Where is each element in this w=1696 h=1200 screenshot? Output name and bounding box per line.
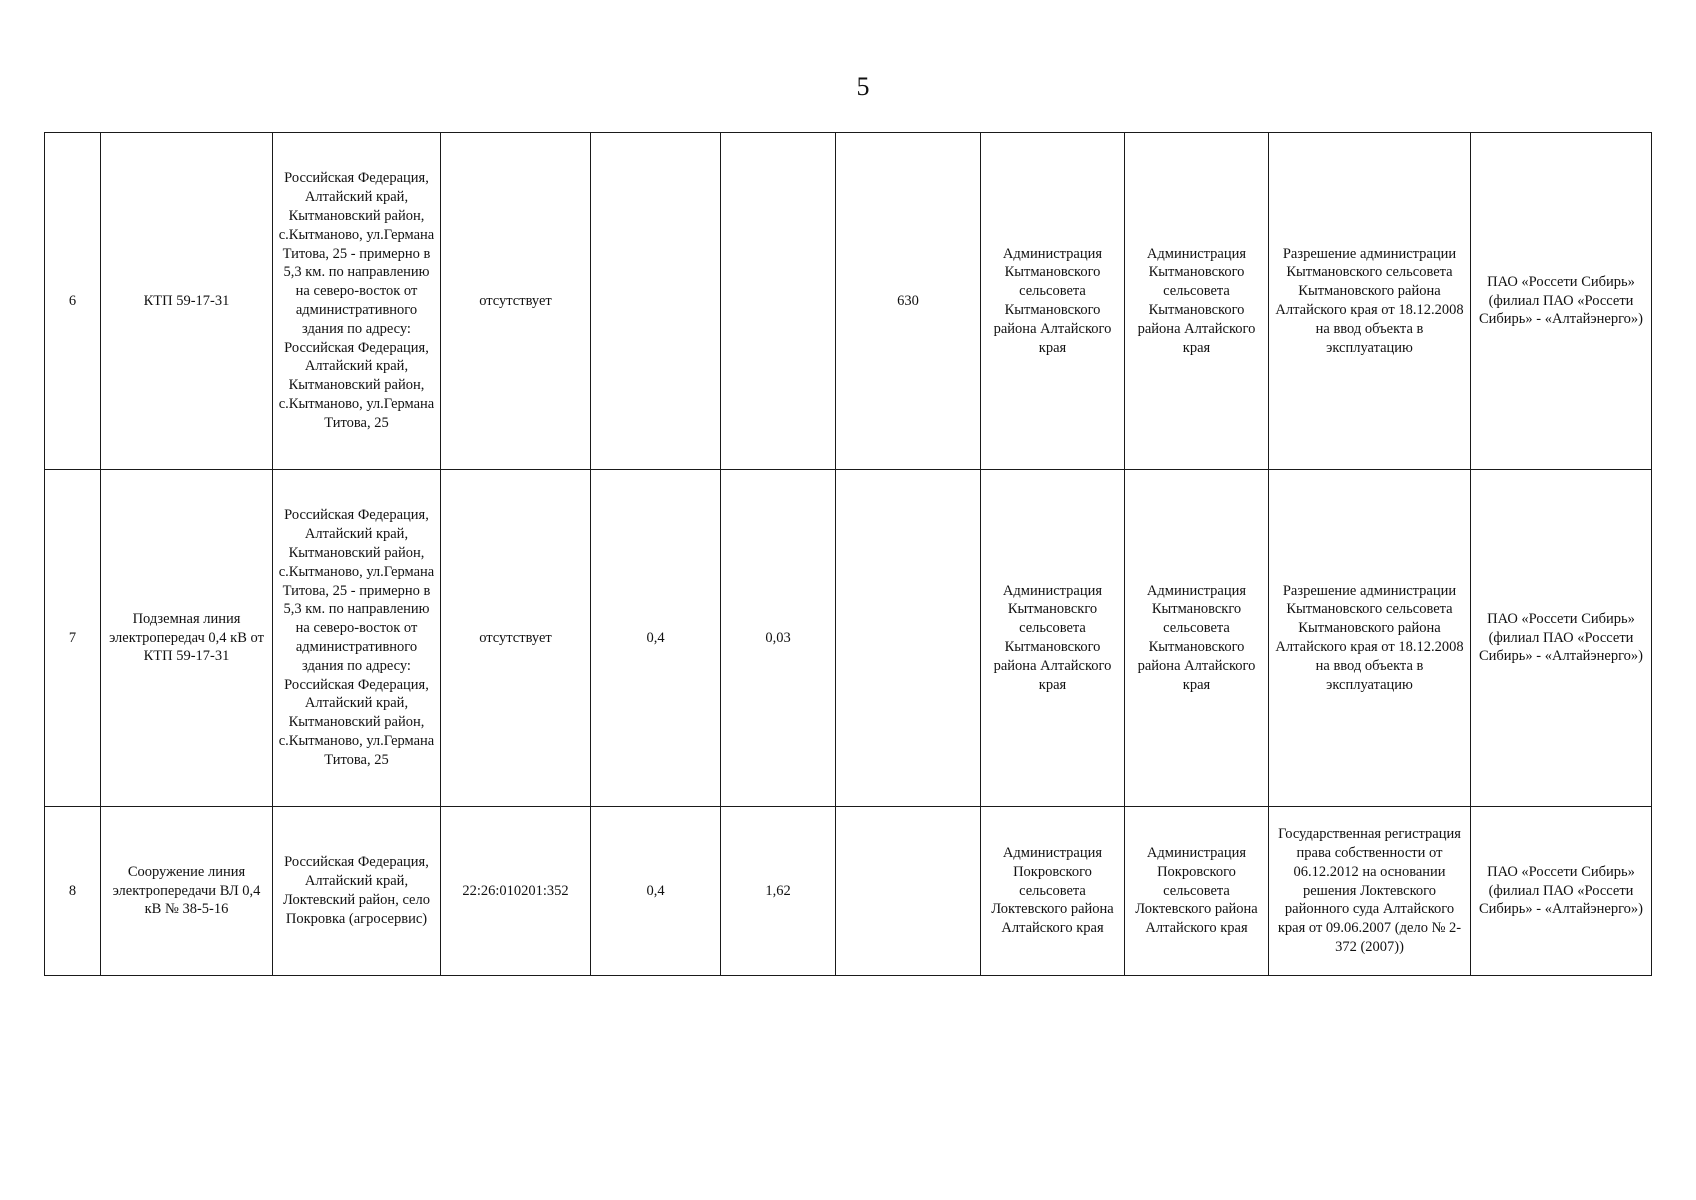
cadastral-cell: отсутствует <box>441 470 591 807</box>
address-cell: Российская Федерация, Алтайский край, Кытмановский район, с.Кытманово, ул.Германа Титова, 25 - примерно в 5,3 км. по направлению на северо-восток от административного здания по адресу: Российская Федерация, Алтайский край, Кытмановский район, с.Кытманово, ул.Германа Титова, 25 <box>273 133 441 470</box>
cadastral-cell: отсутствует <box>441 133 591 470</box>
row-number-cell: 6 <box>45 133 101 470</box>
table-row <box>45 470 1652 807</box>
operator-cell: ПАО «Россети Сибирь» (филиал ПАО «Россети Сибирь» - «Алтайэнерго») <box>1471 133 1652 470</box>
operator-cell: ПАО «Россети Сибирь» (филиал ПАО «Россети Сибирь» - «Алтайэнерго») <box>1471 807 1652 976</box>
length-cell: 0,03 <box>721 470 836 807</box>
voltage-cell: 0,4 <box>591 807 721 976</box>
power-cell <box>836 470 981 807</box>
object-name-cell: КТП 59-17-31 <box>101 133 273 470</box>
operator-cell: ПАО «Россети Сибирь» (филиал ПАО «Россети Сибирь» - «Алтайэнерго») <box>1471 470 1652 807</box>
registry-table <box>44 132 1652 976</box>
length-cell: 1,62 <box>721 807 836 976</box>
owner-cell: Администрация Кытмановскго сельсовета Кытмановского района Алтайского края <box>981 470 1125 807</box>
row-number-cell: 8 <box>45 807 101 976</box>
address-cell: Российская Федерация, Алтайский край, Локтевский район, село Покровка (агросервис) <box>273 807 441 976</box>
table-row <box>45 133 1652 470</box>
owner-cell: Администрация Покровского сельсовета Локтевского района Алтайского края <box>981 807 1125 976</box>
holder-cell: Администрация Покровского сельсовета Локтевского района Алтайского края <box>1125 807 1269 976</box>
cadastral-cell: 22:26:010201:352 <box>441 807 591 976</box>
voltage-cell: 0,4 <box>591 470 721 807</box>
page-number: 5 <box>856 72 870 101</box>
table-row <box>45 807 1652 976</box>
power-cell: 630 <box>836 133 981 470</box>
power-cell <box>836 807 981 976</box>
object-name-cell: Сооружение линия электропередачи ВЛ 0,4 кВ № 38-5-16 <box>101 807 273 976</box>
basis-cell: Государственная регистрация права собственности от 06.12.2012 на основании решения Локтевского районного суда Алтайского края от 09.06.2007 (дело № 2-372 (2007)) <box>1269 807 1471 976</box>
address-cell: Российская Федерация, Алтайский край, Кытмановский район, с.Кытманово, ул.Германа Титова, 25 - примерно в 5,3 км. по направлению на северо-восток от административного здания по адресу: Российская Федерация, Алтайский край, Кытмановский район, с.Кытманово, ул.Германа Титова, 25 <box>273 470 441 807</box>
basis-cell: Разрешение администрации Кытмановского сельсовета Кытмановского района Алтайского края от 18.12.2008 на ввод объекта в эксплуатацию <box>1269 133 1471 470</box>
owner-cell: Администрация Кытмановского сельсовета Кытмановского района Алтайского края <box>981 133 1125 470</box>
holder-cell: Администрация Кытмановского сельсовета Кытмановского района Алтайского края <box>1125 133 1269 470</box>
voltage-cell <box>591 133 721 470</box>
row-number-cell: 7 <box>45 470 101 807</box>
length-cell <box>721 133 836 470</box>
object-name-cell: Подземная линия электропередач 0,4 кВ от КТП 59-17-31 <box>101 470 273 807</box>
basis-cell: Разрешение администрации Кытмановского сельсовета Кытмановского района Алтайского края от 18.12.2008 на ввод объекта в эксплуатацию <box>1269 470 1471 807</box>
holder-cell: Администрация Кытмановскго сельсовета Кытмановского района Алтайского края <box>1125 470 1269 807</box>
